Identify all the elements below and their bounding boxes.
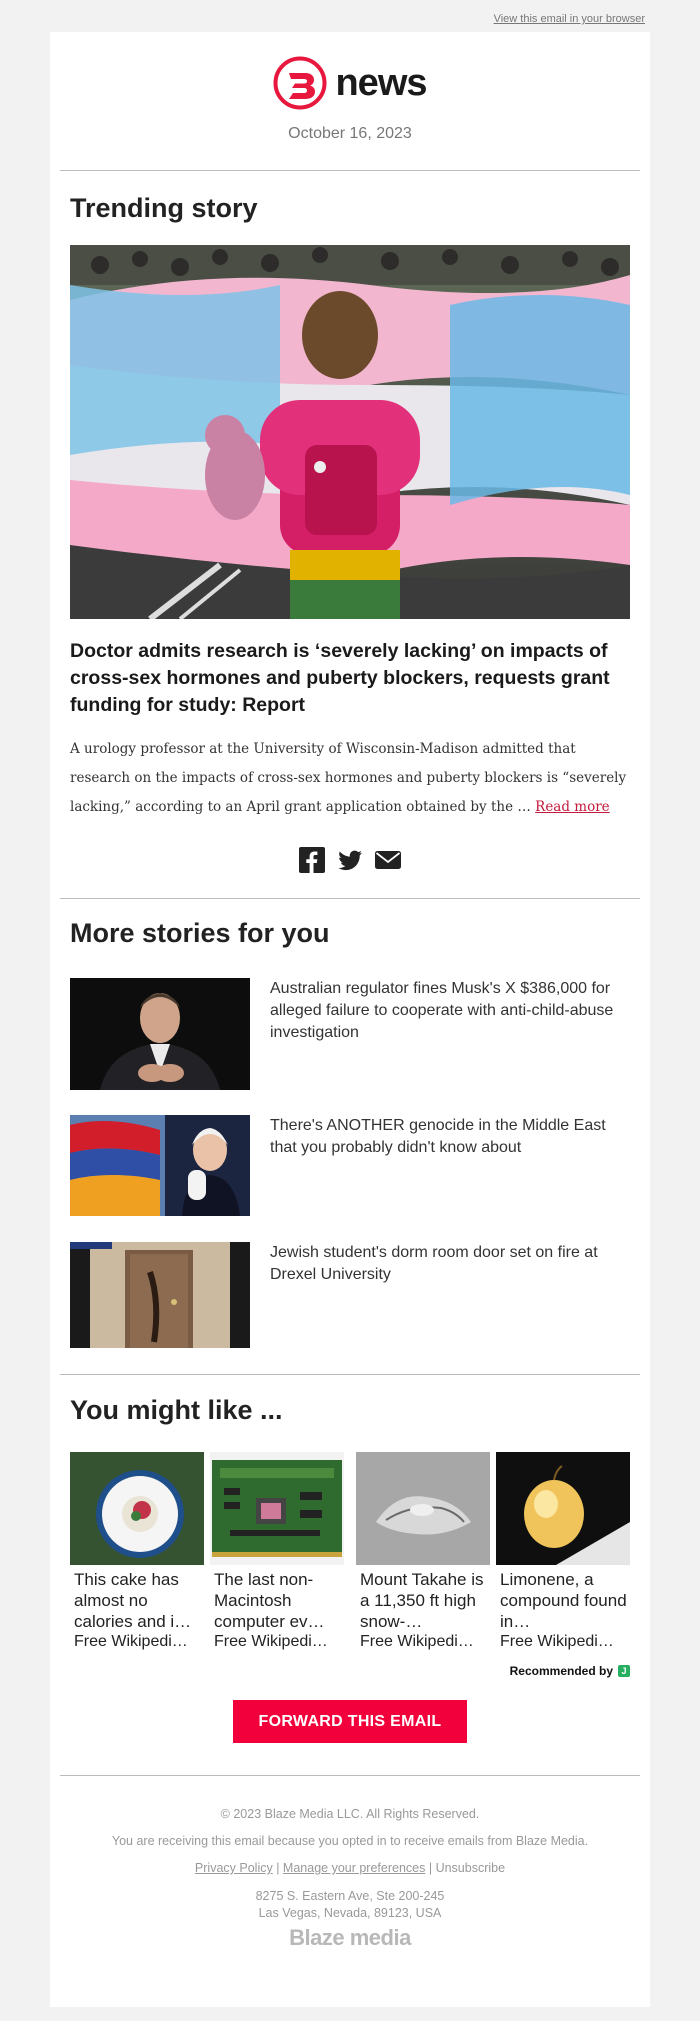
divider	[60, 170, 640, 171]
more-stories-section-title: More stories for you	[70, 918, 330, 948]
tile-image[interactable]	[70, 1452, 204, 1565]
tile-title[interactable]: Limonene, a compound found in…	[500, 1570, 627, 1631]
unsubscribe-link[interactable]: Unsubscribe	[435, 1861, 506, 1875]
story-thumbnail[interactable]	[70, 1115, 250, 1216]
blaze-logo-icon	[273, 56, 327, 110]
trending-section-title: Trending story	[70, 193, 258, 223]
story-thumbnail[interactable]	[70, 978, 250, 1090]
tile-title[interactable]: This cake has almost no calories and i…	[74, 1570, 192, 1631]
view-in-browser-link[interactable]: View this email in your browser	[493, 13, 645, 25]
opt-in-reason-text: You are receiving this email because you opted in to receive emails from Blaze Media.	[111, 1834, 589, 1848]
email-icon[interactable]	[375, 847, 401, 873]
story-thumbnail[interactable]	[70, 1242, 250, 1348]
tile-title[interactable]: The last non-Macintosh computer ev…	[214, 1570, 325, 1631]
list-item[interactable]	[70, 1115, 630, 1225]
facebook-icon[interactable]	[299, 847, 325, 873]
story-title[interactable]: Australian regulator fines Musk's X $386,000 for alleged failure to cooperate with anti-child-abuse investigation	[270, 980, 614, 1041]
summary-text: A urology professor at the University of Wisconsin-Madison admitted that research on the impacts of cross-sex hormones and puberty blockers is “severely lacking,” according to an April grant application obtained by the …	[70, 741, 627, 815]
brand-wordmark: news	[335, 61, 427, 104]
trending-headline[interactable]: Doctor admits research is ‘severely lacking’ on impacts of cross-sex hormones and puberty blockers, requests grant funding for study: Report	[70, 640, 610, 716]
privacy-policy-link[interactable]: Privacy Policy	[194, 1861, 273, 1875]
tile-source: Free Wikipedi…	[74, 1633, 188, 1650]
brand-logo[interactable]	[50, 53, 650, 113]
tile-source: Free Wikipedi…	[500, 1633, 614, 1650]
recommendation-tile[interactable]	[496, 1452, 630, 1652]
recommender-logo-icon: J	[618, 1665, 630, 1677]
list-item[interactable]	[70, 978, 630, 1088]
divider	[60, 898, 640, 899]
copyright-text: © 2023 Blaze Media LLC. All Rights Reserved.	[220, 1807, 480, 1821]
tile-image[interactable]	[356, 1452, 490, 1565]
email-date: October 16, 2023	[288, 125, 412, 142]
tile-title[interactable]: Mount Takahe is a 11,350 ft high snow-…	[360, 1570, 484, 1631]
forward-email-button[interactable]: FORWARD THIS EMAIL	[233, 1700, 467, 1743]
divider	[60, 1775, 640, 1776]
list-item[interactable]	[70, 1242, 630, 1352]
address-line-2: Las Vegas, Nevada, 89123, USA	[258, 1906, 442, 1920]
trending-hero-image[interactable]	[70, 245, 630, 619]
manage-preferences-link[interactable]: Manage your preferences	[282, 1861, 426, 1875]
top-bar	[0, 0, 700, 32]
tile-image[interactable]	[496, 1452, 630, 1565]
story-title[interactable]: There's ANOTHER genocide in the Middle East that you probably didn't know about	[270, 1117, 606, 1156]
trending-summary	[70, 735, 630, 822]
recommendation-tile[interactable]	[70, 1452, 204, 1652]
tile-image[interactable]	[210, 1452, 344, 1565]
tile-source: Free Wikipedi…	[214, 1633, 328, 1650]
blaze-media-footer-logo[interactable]: Blaze media	[289, 1925, 411, 1950]
recommended-by-label: Recommended by	[509, 1664, 613, 1678]
tile-source: Free Wikipedi…	[360, 1633, 474, 1650]
read-more-link[interactable]: Read more	[535, 799, 610, 815]
footer-links: Privacy Policy | Manage your preferences | Unsubscribe	[194, 1861, 506, 1875]
address-line-1: 8275 S. Eastern Ave, Ste 200-245	[255, 1889, 445, 1903]
recommendation-tile[interactable]	[210, 1452, 344, 1652]
divider	[60, 1374, 640, 1375]
recommended-by[interactable]	[510, 1664, 630, 1678]
you-might-like-section-title: You might like ...	[70, 1395, 283, 1425]
share-row	[50, 847, 650, 873]
story-title[interactable]: Jewish student's dorm room door set on fire at Drexel University	[270, 1244, 598, 1283]
recommendation-tiles	[70, 1452, 630, 1652]
recommendation-tile[interactable]	[356, 1452, 490, 1652]
email-card	[50, 32, 650, 2007]
twitter-icon[interactable]	[337, 847, 363, 873]
